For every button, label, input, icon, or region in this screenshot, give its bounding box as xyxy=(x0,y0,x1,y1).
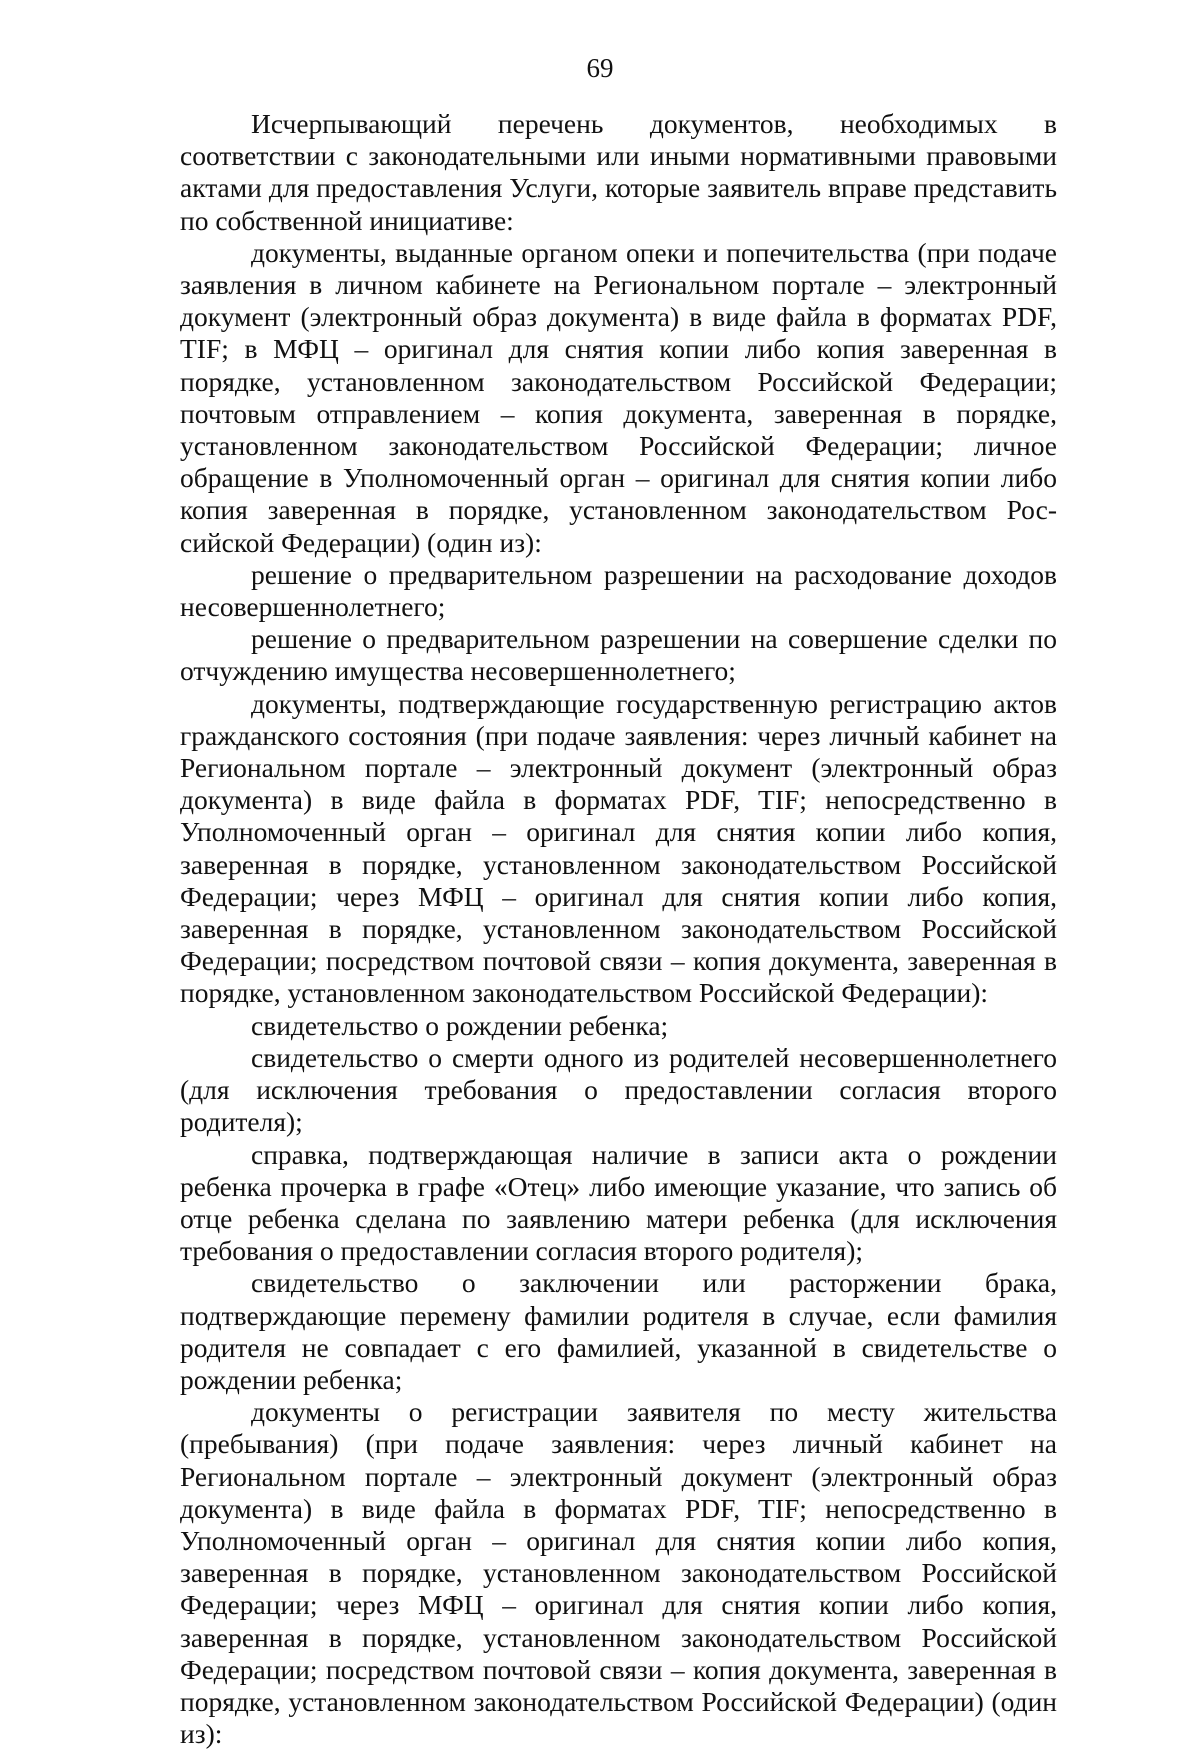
document-body xyxy=(180,108,1057,1750)
paragraph-optional-documents-intro: Исчерпывающий перечень документов, необходимых в соответствии с законодательными или иными нормативными правовыми актами для предоставления Услуги, которые заявитель вправе представить по собственной инициативе: xyxy=(180,108,1057,236)
paragraph-registration-documents: документы о регистрации заявителя по месту жительства (пребывания) (при подаче заявления: через личный кабинет на Региональном портале – электронный документ (электронный образ документа) в виде файла в форматах PDF, TIF; непосредственно в Уполномоченный орган – оригинал для снятия копии либо копия, заверенная в порядке, установленном законодательством Российской Федерации; через МФЦ – оригинал для снятия копии либо копия, заверенная в порядке, установленном законодательством Российской Федерации; посредством почтовой связи – копия документа, заверенная в порядке, установленном законодательством Российской Федерации) (один из): xyxy=(180,1396,1057,1750)
paragraph-father-record-certificate: справка, подтверждающая наличие в записи акта о рождении ребенка прочерка в графе «Отец» либо имеющие указание, что запись об отце ребенка сделана по заявлению матери ребенка (для исключения требования о предоставлении согласия второго родителя); xyxy=(180,1138,1057,1267)
paragraph-birth-certificate: свидетельство о рождении ребенка; xyxy=(251,1009,669,1041)
paragraph-civil-status-documents: документы, подтверждающие государственную регистрацию актов гражданского состояния (при подаче заявления: через личный кабинет на Региональном портале – электронный документ (электронный образ документа) в виде файла в форматах PDF, TIF; непосредственно в Уполномоченный орган – оригинал для снятия копии либо копия, заверенная в порядке, установленном законодательством Российской Федерации; через МФЦ – оригинал для снятия копии либо копия, заверенная в порядке, установленном законодательством Российской Федерации; посредством почтовой связи – копия документа, заверенная в порядке, установленном законодательством Российской Федерации): xyxy=(180,687,1057,1009)
page-number: 69 xyxy=(586,53,614,83)
paragraph-death-certificate: свидетельство о смерти одного из родителей несовершеннолетнего (для исключения требования о предоставлении согласия второго родителя); xyxy=(180,1041,1057,1138)
paragraph-property-alienation-decision: решение о предварительном разрешении на совершение сделки по отчуждению имущества несовершеннолетнего; xyxy=(180,623,1057,687)
paragraph-income-spending-decision: решение о предварительном разрешении на расходование доходов несовершеннолетнего; xyxy=(180,558,1057,623)
paragraph-marriage-certificate: свидетельство о заключении или расторжении брака, подтверждающие перемену фамилии родителя в случае, если фамилия родителя не совпадает с его фамилией, указанной в свидетельстве о рождении ребенка; xyxy=(180,1267,1057,1395)
paragraph-guardianship-documents: документы, выданные органом опеки и попечительства (при подаче заявления в личном кабинете на Региональном портале – электронный документ (электронный образ документа) в виде файла в форматах PDF, TIF; в МФЦ – оригинал для снятия копии либо копия заверенная в порядке, установленном законодательством Российской Федерации; почтовым отправлением – копия документа, заверенная в порядке, установленном законодательством Российской Федерации; личное обращение в Уполномоченный орган – оригинал для снятия копии либо копия заверенная в порядке, установленном законодательством Российской Федерации) (один из): xyxy=(180,236,1057,558)
